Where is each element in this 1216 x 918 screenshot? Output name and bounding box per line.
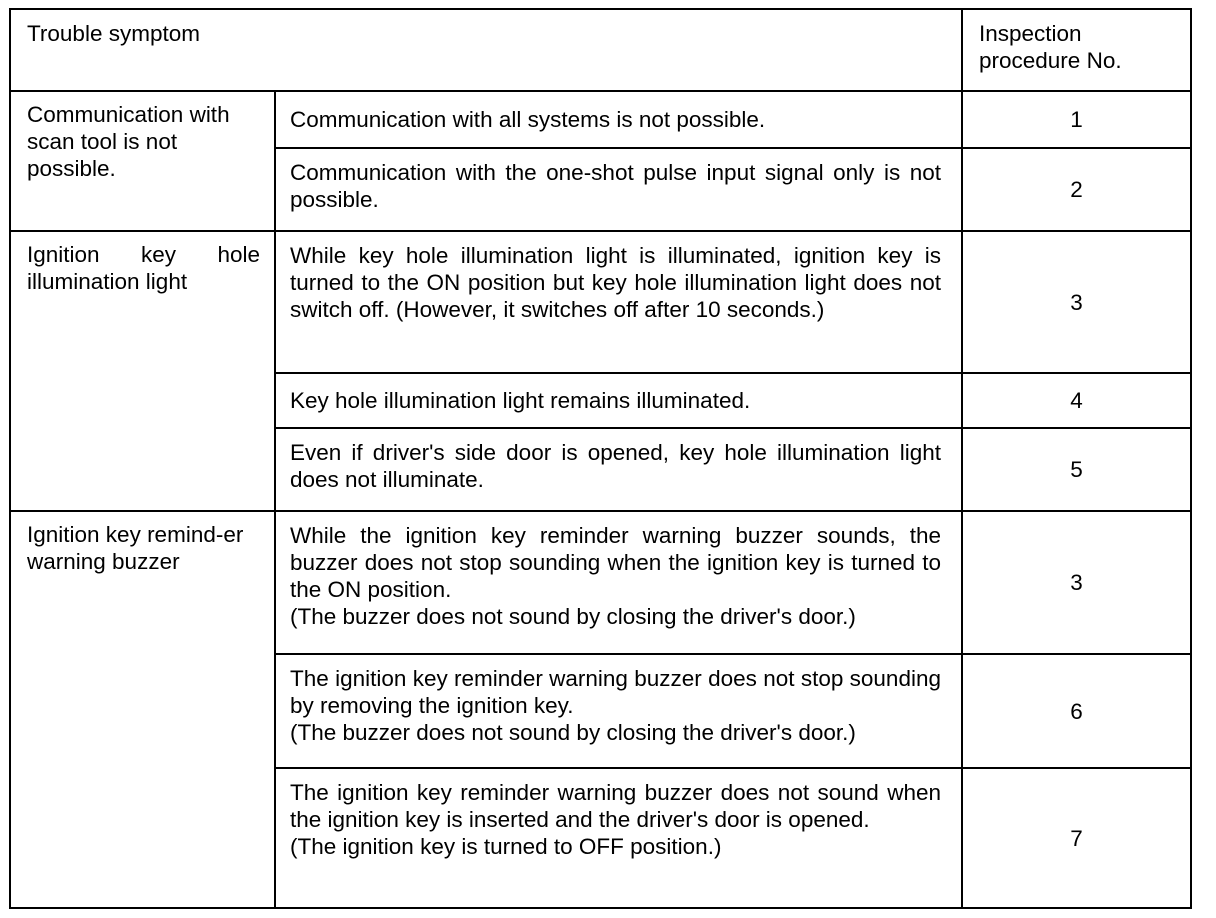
procedure-number: 6 xyxy=(962,654,1191,768)
procedure-number: 1 xyxy=(962,91,1191,148)
category-key-hole-illumination: Ignition key hole illumination light xyxy=(10,231,275,511)
trouble-symptom-sheet xyxy=(9,8,1190,907)
symptom-cell: Even if driver's side door is opened, key hole illumination light does not illuminate. xyxy=(275,428,962,511)
procedure-number: 3 xyxy=(962,231,1191,373)
table-row xyxy=(10,231,1191,373)
symptom-note: (The buzzer does not sound by closing the driver's door.) xyxy=(290,720,856,745)
header-row xyxy=(10,9,1191,91)
symptom-note: (The buzzer does not sound by closing the driver's door.) xyxy=(290,604,856,629)
procedure-number: 4 xyxy=(962,373,1191,428)
procedure-number: 2 xyxy=(962,148,1191,231)
procedure-number: 3 xyxy=(962,511,1191,654)
procedure-number: 5 xyxy=(962,428,1191,511)
header-inspection-procedure: Inspection procedure No. xyxy=(962,9,1191,91)
symptom-text: While the ignition key reminder warning buzzer sounds, the buzzer does not stop sounding when the ignition key is turned to the ON position. xyxy=(290,523,941,602)
symptom-cell xyxy=(275,768,962,908)
procedure-number: 7 xyxy=(962,768,1191,908)
symptom-cell xyxy=(275,511,962,654)
symptom-cell: Key hole illumination light remains illuminated. xyxy=(275,373,962,428)
symptom-text: The ignition key reminder warning buzzer does not sound when the ignition key is inserted and the driver's door is opened. xyxy=(290,780,941,832)
category-key-reminder-buzzer: Ignition key remind-er warning buzzer xyxy=(10,511,275,908)
table-row xyxy=(10,511,1191,654)
symptom-cell: While key hole illumination light is illuminated, ignition key is turned to the ON position but key hole illumination light does not switch off. (However, it switches off after 10 seconds.) xyxy=(275,231,962,373)
symptom-cell: Communication with the one-shot pulse input signal only is not possible. xyxy=(275,148,962,231)
symptom-cell xyxy=(275,654,962,768)
symptom-cell: Communication with all systems is not possible. xyxy=(275,91,962,148)
category-communication: Communication with scan tool is not possible. xyxy=(10,91,275,231)
table-row xyxy=(10,91,1191,148)
symptom-text: The ignition key reminder warning buzzer does not stop sounding by removing the ignition key. xyxy=(290,666,941,718)
trouble-symptom-table xyxy=(9,8,1192,909)
symptom-note: (The ignition key is turned to OFF position.) xyxy=(290,834,722,859)
header-trouble-symptom: Trouble symptom xyxy=(10,9,962,91)
